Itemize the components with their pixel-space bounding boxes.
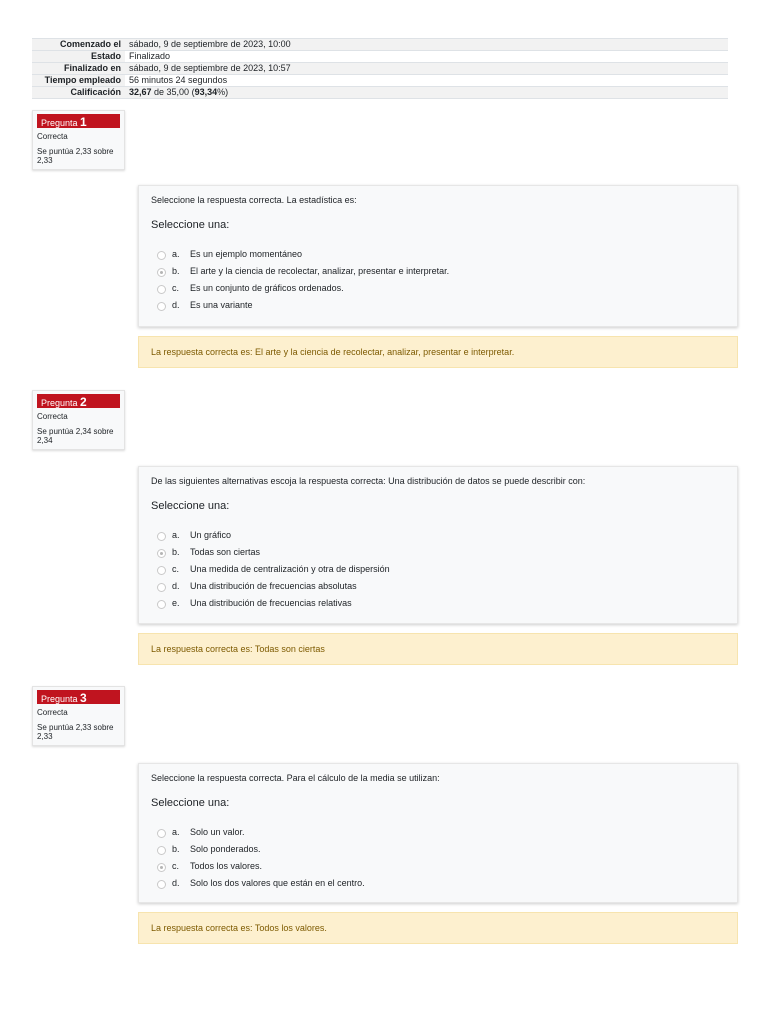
correct-answer-feedback: La respuesta correcta es: Todas son ciertas xyxy=(138,633,738,665)
summary-value xyxy=(125,87,728,99)
radio-button[interactable] xyxy=(157,532,166,541)
radio-button-selected[interactable] xyxy=(157,268,166,277)
answer-option[interactable] xyxy=(151,874,725,891)
question-grade: Se puntúa 2,33 sobre 2,33 xyxy=(37,723,114,741)
question-formulation-3 xyxy=(138,763,738,903)
summary-label: Calificación xyxy=(32,87,125,99)
option-letter: c. xyxy=(172,282,180,293)
grade-percent: 93,34 xyxy=(194,87,218,97)
option-text: Es un ejemplo momentáneo xyxy=(190,248,303,259)
answer-option[interactable] xyxy=(151,857,725,874)
summary-row-started xyxy=(32,39,728,51)
option-text: Solo los dos valores que están en el centro. xyxy=(190,877,365,888)
question-formulation-1 xyxy=(138,185,738,327)
question-text: Seleccione la respuesta correcta. La estadística es: xyxy=(151,195,357,205)
option-letter: c. xyxy=(172,563,180,574)
radio-button[interactable] xyxy=(157,829,166,838)
option-letter: d. xyxy=(172,299,180,310)
summary-value: Finalizado xyxy=(129,51,171,61)
question-number: 1 xyxy=(80,115,87,129)
grade-end: %) xyxy=(217,87,229,97)
answer-option[interactable] xyxy=(151,577,725,594)
summary-label: Finalizado en xyxy=(32,63,125,75)
answer-option[interactable] xyxy=(151,262,725,279)
question-number-badge xyxy=(37,394,120,408)
option-letter: b. xyxy=(172,546,180,557)
summary-value: sábado, 9 de septiembre de 2023, 10:00 xyxy=(125,39,728,51)
option-letter: c. xyxy=(172,860,180,871)
radio-button[interactable] xyxy=(157,880,166,889)
question-number-badge xyxy=(37,690,120,704)
summary-label: Tiempo empleado xyxy=(32,75,125,87)
option-text: Una distribución de frecuencias absolutas xyxy=(190,580,357,591)
option-text: Un gráfico xyxy=(190,529,232,540)
radio-button[interactable] xyxy=(157,285,166,294)
question-state: Correcta xyxy=(37,132,68,141)
answer-prompt: Seleccione una: xyxy=(151,500,230,512)
option-letter: b. xyxy=(172,265,180,276)
summary-row-finished xyxy=(32,63,728,75)
option-letter: a. xyxy=(172,248,180,259)
question-info-3 xyxy=(32,686,125,746)
question-info-2 xyxy=(32,390,125,450)
question-number-badge xyxy=(37,114,120,128)
question-grade: Se puntúa 2,33 sobre 2,33 xyxy=(37,147,114,165)
answer-option[interactable] xyxy=(151,560,725,577)
question-formulation-2 xyxy=(138,466,738,624)
correct-answer-feedback: La respuesta correcta es: Todos los valores. xyxy=(138,912,738,944)
answer-option[interactable] xyxy=(151,823,725,840)
summary-row-grade xyxy=(32,87,728,99)
question-state: Correcta xyxy=(37,412,68,421)
grade-score: 32,67 xyxy=(129,87,152,97)
answer-option[interactable] xyxy=(151,543,725,560)
option-text: Una medida de centralización y otra de dispersión xyxy=(190,563,390,574)
radio-button-selected[interactable] xyxy=(157,863,166,872)
radio-button[interactable] xyxy=(157,583,166,592)
question-text: Seleccione la respuesta correcta. Para el cálculo de la media se utilizan: xyxy=(151,773,440,783)
option-letter: d. xyxy=(172,877,180,888)
summary-value: sábado, 9 de septiembre de 2023, 10:57 xyxy=(125,63,728,75)
summary-row-state xyxy=(32,51,728,63)
option-letter: e. xyxy=(172,597,180,608)
answer-prompt: Seleccione una: xyxy=(151,219,230,231)
option-letter: a. xyxy=(172,529,180,540)
correct-answer-feedback: La respuesta correcta es: El arte y la ciencia de recolectar, analizar, presentar e interpretar. xyxy=(138,336,738,368)
option-text: Una distribución de frecuencias relativas xyxy=(190,597,352,608)
answer-option[interactable] xyxy=(151,279,725,296)
radio-button[interactable] xyxy=(157,846,166,855)
option-letter: d. xyxy=(172,580,180,591)
answer-list xyxy=(151,823,725,891)
summary-label: Estado xyxy=(32,51,125,63)
question-number: 2 xyxy=(80,395,87,409)
radio-button[interactable] xyxy=(157,600,166,609)
summary-row-time xyxy=(32,75,728,87)
answer-list xyxy=(151,526,725,611)
answer-option[interactable] xyxy=(151,526,725,543)
option-text: El arte y la ciencia de recolectar, analizar, presentar e interpretar. xyxy=(190,265,450,276)
option-text: Todos los valores. xyxy=(190,860,263,871)
grade-middle: de 35,00 ( xyxy=(151,87,195,97)
question-grade: Se puntúa 2,34 sobre 2,34 xyxy=(37,427,114,445)
answer-prompt: Seleccione una: xyxy=(151,797,230,809)
radio-button[interactable] xyxy=(157,251,166,260)
answer-option[interactable] xyxy=(151,840,725,857)
question-label: Pregunta xyxy=(41,118,78,128)
question-label: Pregunta xyxy=(41,694,78,704)
answer-option[interactable] xyxy=(151,594,725,611)
option-letter: b. xyxy=(172,843,180,854)
answer-option[interactable] xyxy=(151,296,725,313)
radio-button-selected[interactable] xyxy=(157,549,166,558)
radio-button[interactable] xyxy=(157,302,166,311)
summary-value: 56 minutos 24 segundos xyxy=(129,75,228,85)
question-number: 3 xyxy=(80,691,87,705)
attempt-summary-table xyxy=(32,38,728,99)
answer-list xyxy=(151,245,725,313)
question-state: Correcta xyxy=(37,708,68,717)
radio-button[interactable] xyxy=(157,566,166,575)
option-text: Solo un valor. xyxy=(190,826,245,837)
option-text: Es una variante xyxy=(190,299,253,310)
question-text: De las siguientes alternativas escoja la respuesta correcta: Una distribución de datos se puede describir con: xyxy=(151,476,586,486)
summary-label: Comenzado el xyxy=(32,39,125,51)
option-text: Todas son ciertas xyxy=(190,546,261,557)
question-info-1 xyxy=(32,110,125,170)
option-letter: a. xyxy=(172,826,180,837)
option-text: Solo ponderados. xyxy=(190,843,261,854)
option-text: Es un conjunto de gráficos ordenados. xyxy=(190,282,344,293)
answer-option[interactable] xyxy=(151,245,725,262)
question-label: Pregunta xyxy=(41,398,78,408)
